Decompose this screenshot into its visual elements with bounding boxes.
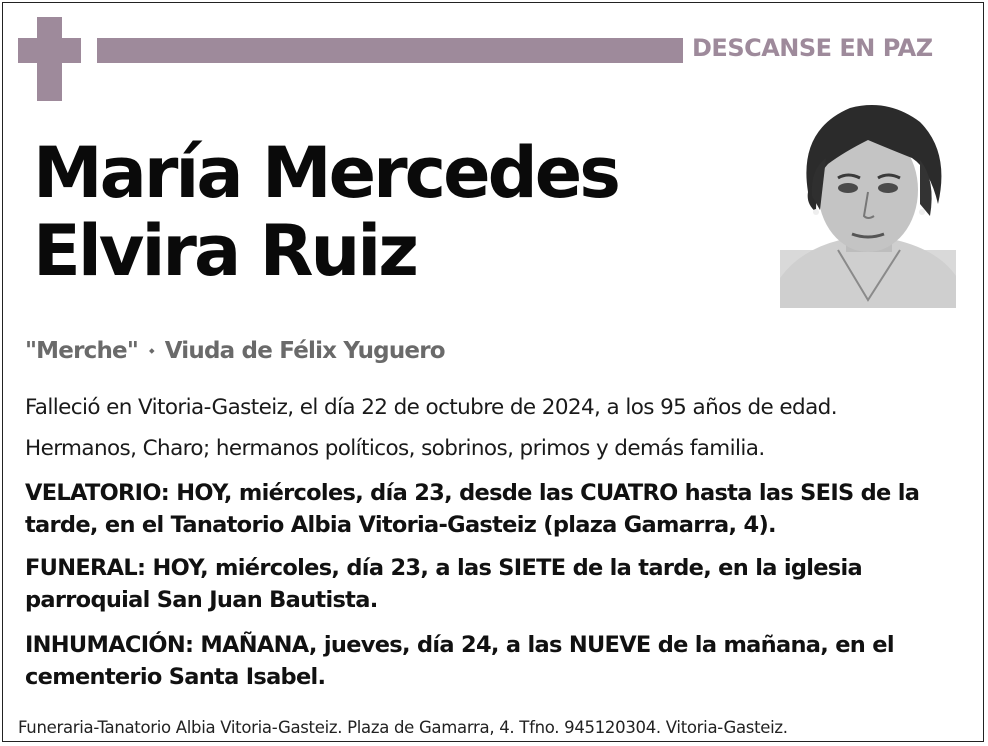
velatorio-info bbox=[25, 477, 955, 541]
inhumacion-info bbox=[25, 629, 955, 693]
inhumacion-line-2: cementerio Santa Isabel. bbox=[25, 664, 326, 690]
funeral-home-footer: Funeraria-Tanatorio Albia Vitoria-Gasteiz. Plaza de Gamarra, 4. Tfno. 945120304. Vitoria-Gasteiz. bbox=[18, 718, 788, 737]
portrait-photo bbox=[780, 100, 956, 308]
widow-of: Viuda de Félix Yuguero bbox=[164, 338, 445, 364]
funeral-line-2: parroquial San Juan Bautista. bbox=[25, 587, 378, 613]
header-bar bbox=[97, 38, 683, 63]
inhumacion-line-1: INHUMACIÓN: MAÑANA, jueves, día 24, a las NUEVE de la mañana, en el bbox=[25, 632, 894, 658]
name-line-1: María Mercedes bbox=[33, 132, 618, 214]
velatorio-line-1: VELATORIO: HOY, miércoles, día 23, desde las CUATRO hasta las SEIS de la bbox=[25, 480, 920, 506]
cross-icon-arm bbox=[18, 38, 81, 63]
velatorio-line-2: tarde, en el Tanatorio Albia Vitoria-Gasteiz (plaza Gamarra, 4). bbox=[25, 512, 776, 538]
diamond-separator-icon: ⬩ bbox=[149, 343, 154, 359]
funeral-line-1: FUNERAL: HOY, miércoles, día 23, a las SIETE de la tarde, en la iglesia bbox=[25, 555, 862, 581]
funeral-info bbox=[25, 552, 955, 616]
family-line: Hermanos, Charo; hermanos políticos, sobrinos, primos y demás familia. bbox=[25, 436, 765, 461]
nickname-line bbox=[25, 338, 445, 364]
deceased-name bbox=[33, 134, 618, 290]
name-line-2: Elvira Ruiz bbox=[33, 210, 417, 292]
nickname: "Merche" bbox=[25, 338, 139, 364]
death-notice: Falleció en Vitoria-Gasteiz, el día 22 de octubre de 2024, a los 95 años de edad. bbox=[25, 395, 837, 420]
rip-label: DESCANSE EN PAZ bbox=[692, 34, 933, 62]
